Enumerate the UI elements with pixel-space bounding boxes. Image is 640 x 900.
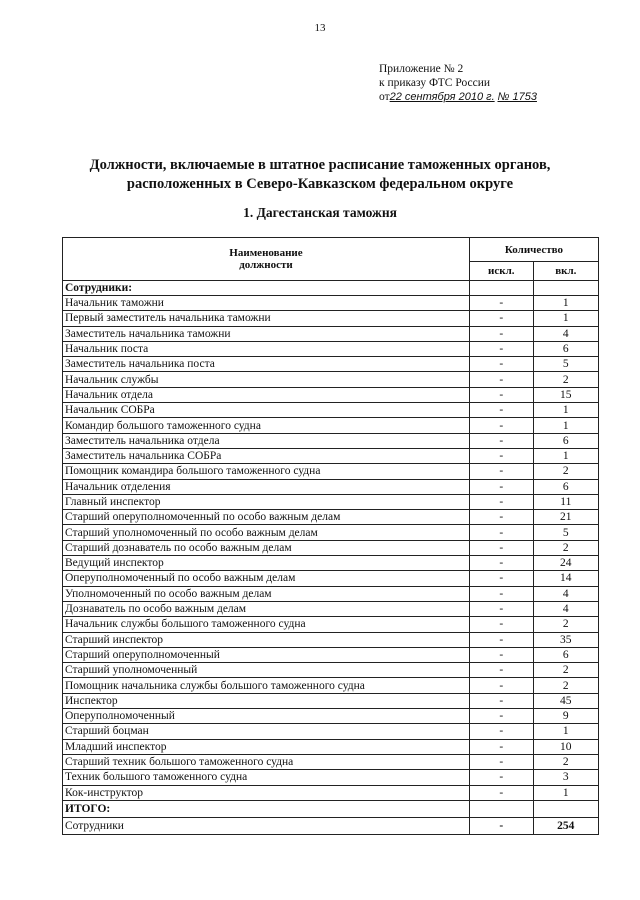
- excluded-count: -: [469, 510, 533, 525]
- excluded-count: -: [469, 693, 533, 708]
- position-name: Заместитель начальника таможни: [63, 326, 470, 341]
- position-name: Начальник отделения: [63, 479, 470, 494]
- excluded-count: -: [469, 647, 533, 662]
- included-count: 6: [533, 479, 598, 494]
- included-count: 2: [533, 663, 598, 678]
- total-included: 254: [533, 817, 598, 834]
- table-row: [63, 433, 599, 448]
- table-row: [63, 372, 599, 387]
- included-count: 6: [533, 647, 598, 662]
- position-name: Старший дознаватель по особо важным делам: [63, 540, 470, 555]
- table-row: [63, 556, 599, 571]
- annex-order-ref: к приказу ФТС России: [379, 77, 490, 89]
- included-count: 2: [533, 540, 598, 555]
- excluded-count: -: [469, 494, 533, 509]
- excluded-count: -: [469, 739, 533, 754]
- included-count: 1: [533, 296, 598, 311]
- excluded-count: -: [469, 479, 533, 494]
- group-row: [63, 281, 599, 296]
- included-count: 4: [533, 586, 598, 601]
- position-name: Начальник таможни: [63, 296, 470, 311]
- position-name: Старший уполномоченный: [63, 663, 470, 678]
- excluded-count: -: [469, 663, 533, 678]
- included-count: 2: [533, 754, 598, 769]
- table-row: [63, 739, 599, 754]
- excluded-count: -: [469, 448, 533, 463]
- excluded-count: -: [469, 418, 533, 433]
- excluded-count: -: [469, 433, 533, 448]
- excluded-count: -: [469, 601, 533, 616]
- excluded-count: -: [469, 525, 533, 540]
- excluded-count: -: [469, 724, 533, 739]
- position-name: Начальник СОБРа: [63, 403, 470, 418]
- excluded-count: -: [469, 632, 533, 647]
- table-row: [63, 494, 599, 509]
- included-count: 15: [533, 387, 598, 402]
- excluded-count: -: [469, 571, 533, 586]
- table-row: [63, 464, 599, 479]
- excluded-count: -: [469, 709, 533, 724]
- included-count: 6: [533, 433, 598, 448]
- header-quantity: Количество: [469, 238, 598, 262]
- table-row: [63, 571, 599, 586]
- included-count: 9: [533, 709, 598, 724]
- annex-date: 22 сентября 2010 г.: [389, 91, 495, 103]
- position-name: Заместитель начальника СОБРа: [63, 448, 470, 463]
- table-row: [63, 785, 599, 800]
- total-label: ИТОГО:: [63, 800, 470, 817]
- position-name: Техник большого таможенного судна: [63, 770, 470, 785]
- annex-block: [379, 62, 537, 104]
- header-included: вкл.: [533, 262, 598, 281]
- position-name: Старший инспектор: [63, 632, 470, 647]
- excluded-count: -: [469, 296, 533, 311]
- table-row: [63, 709, 599, 724]
- position-name: Старший уполномоченный по особо важным делам: [63, 525, 470, 540]
- annex-date-prefix: от: [379, 91, 390, 103]
- excluded-count: -: [469, 387, 533, 402]
- table-row: [63, 448, 599, 463]
- included-count: 2: [533, 678, 598, 693]
- included-count: 5: [533, 525, 598, 540]
- group-label: Сотрудники:: [63, 281, 470, 296]
- included-count: 11: [533, 494, 598, 509]
- position-name: Главный инспектор: [63, 494, 470, 509]
- excluded-count: -: [469, 326, 533, 341]
- excluded-count: -: [469, 754, 533, 769]
- position-name: Старший техник большого таможенного судна: [63, 754, 470, 769]
- table-row: [63, 632, 599, 647]
- table-row: [63, 326, 599, 341]
- total-label-row: [63, 800, 599, 817]
- table-row: [63, 540, 599, 555]
- table-row: [63, 586, 599, 601]
- included-count: 24: [533, 556, 598, 571]
- excluded-count: -: [469, 372, 533, 387]
- included-count: 1: [533, 785, 598, 800]
- included-count: 2: [533, 464, 598, 479]
- included-count: 21: [533, 510, 598, 525]
- included-count: 3: [533, 770, 598, 785]
- table-row: [63, 418, 599, 433]
- excluded-count: -: [469, 464, 533, 479]
- position-name: Оперуполномоченный: [63, 709, 470, 724]
- included-count: 2: [533, 617, 598, 632]
- table-row: [63, 403, 599, 418]
- position-name: Инспектор: [63, 693, 470, 708]
- position-name: Командир большого таможенного судна: [63, 418, 470, 433]
- excluded-count: -: [469, 785, 533, 800]
- excluded-count: -: [469, 357, 533, 372]
- included-count: 10: [533, 739, 598, 754]
- included-count: 1: [533, 724, 598, 739]
- excluded-count: -: [469, 556, 533, 571]
- excluded-count: -: [469, 678, 533, 693]
- included-count: 2: [533, 372, 598, 387]
- position-name: Заместитель начальника поста: [63, 357, 470, 372]
- included-count: 4: [533, 601, 598, 616]
- total-row: [63, 817, 599, 834]
- table-row: [63, 663, 599, 678]
- table-row: [63, 311, 599, 326]
- included-count: 45: [533, 693, 598, 708]
- position-name: Уполномоченный по особо важным делам: [63, 586, 470, 601]
- table-row: [63, 510, 599, 525]
- position-name: Оперуполномоченный по особо важным делам: [63, 571, 470, 586]
- included-count: 4: [533, 326, 598, 341]
- excluded-count: -: [469, 770, 533, 785]
- table-row: [63, 754, 599, 769]
- excluded-count: -: [469, 586, 533, 601]
- position-name: Ведущий инспектор: [63, 556, 470, 571]
- header-position-name: Наименование должности: [63, 238, 470, 281]
- position-name: Помощник командира большого таможенного судна: [63, 464, 470, 479]
- total-excluded: -: [469, 817, 533, 834]
- table-row: [63, 724, 599, 739]
- position-name: Первый заместитель начальника таможни: [63, 311, 470, 326]
- included-count: 6: [533, 341, 598, 356]
- excluded-count: -: [469, 311, 533, 326]
- position-name: Старший оперуполномоченный: [63, 647, 470, 662]
- annex-number: № 1753: [497, 91, 537, 103]
- section-title: 1. Дагестанская таможня: [243, 205, 397, 220]
- table-row: [63, 617, 599, 632]
- position-name: Начальник отдела: [63, 387, 470, 402]
- table-row: [63, 693, 599, 708]
- total-name: Сотрудники: [63, 817, 470, 834]
- position-name: Кок-инструктор: [63, 785, 470, 800]
- document-title-line2: расположенных в Северо-Кавказском федеральном округе: [126, 176, 514, 192]
- table-row: [63, 296, 599, 311]
- excluded-count: -: [469, 540, 533, 555]
- included-count: 35: [533, 632, 598, 647]
- table-row: [63, 601, 599, 616]
- header-excluded: искл.: [469, 262, 533, 281]
- position-name: Помощник начальника службы большого таможенного судна: [63, 678, 470, 693]
- annex-date-line: [379, 90, 537, 104]
- table-row: [63, 525, 599, 540]
- position-name: Начальник поста: [63, 341, 470, 356]
- included-count: 1: [533, 311, 598, 326]
- position-name: Дознаватель по особо важным делам: [63, 601, 470, 616]
- table-row: [63, 357, 599, 372]
- position-name: Младший инспектор: [63, 739, 470, 754]
- document-title: [0, 156, 640, 194]
- included-count: 1: [533, 418, 598, 433]
- position-name: Старший оперуполномоченный по особо важным делам: [63, 510, 470, 525]
- position-name: Начальник службы: [63, 372, 470, 387]
- excluded-count: -: [469, 341, 533, 356]
- excluded-count: -: [469, 617, 533, 632]
- excluded-count: -: [469, 403, 533, 418]
- included-count: 1: [533, 403, 598, 418]
- included-count: 1: [533, 448, 598, 463]
- position-name: Начальник службы большого таможенного судна: [63, 617, 470, 632]
- document-title-line1: Должности, включаемые в штатное расписание таможенных органов,: [89, 157, 551, 173]
- staff-table: [62, 237, 599, 835]
- table-row: [63, 678, 599, 693]
- table-row: [63, 770, 599, 785]
- table-row: [63, 647, 599, 662]
- table-row: [63, 479, 599, 494]
- table-row: [63, 341, 599, 356]
- table-row: [63, 387, 599, 402]
- annex-title: Приложение № 2: [379, 63, 464, 75]
- included-count: 5: [533, 357, 598, 372]
- page-number: 13: [314, 22, 326, 34]
- included-count: 14: [533, 571, 598, 586]
- position-name: Старший боцман: [63, 724, 470, 739]
- position-name: Заместитель начальника отдела: [63, 433, 470, 448]
